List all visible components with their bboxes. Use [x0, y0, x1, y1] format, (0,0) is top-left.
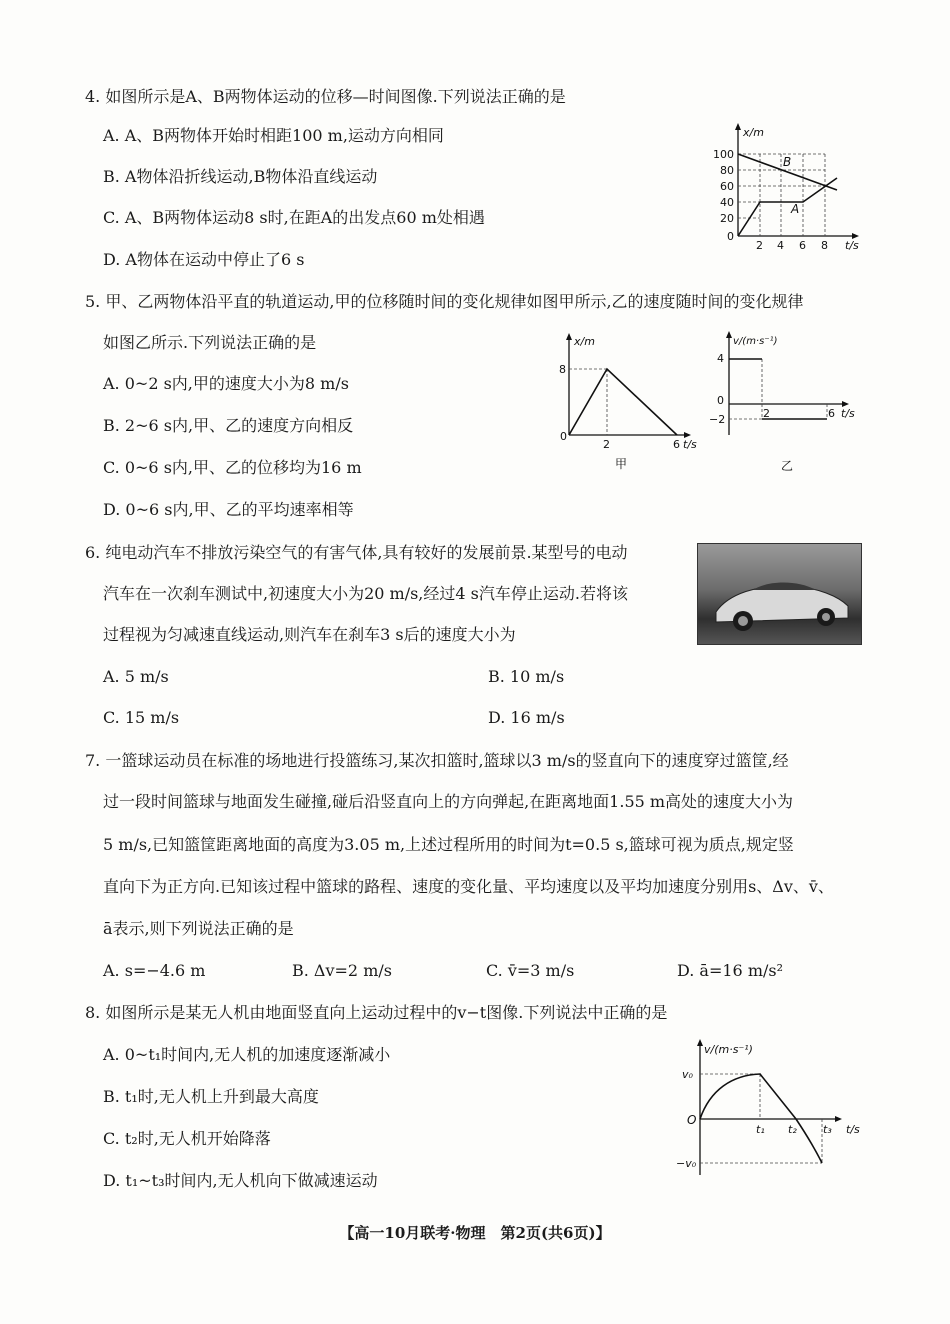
- q5-jia-y8: 8: [559, 363, 566, 376]
- q8-option-d: D. t₁~t₃时间内,无人机向下做减速运动: [103, 1171, 378, 1190]
- q7-line3: 5 m/s,已知篮筐距离地面的高度为3.05 m,上述过程所用的时间为t=0.5 s,篮球可视为质点,规定竖: [103, 835, 794, 854]
- q5-yi-x6: 6: [828, 407, 835, 420]
- q5-jia-x6: 6: [673, 438, 680, 451]
- q5-yi-zero: 0: [717, 394, 724, 407]
- q5-yi-y4: 4: [717, 352, 724, 365]
- q7-line2: 过一段时间篮球与地面发生碰撞,碰后沿竖直向上的方向弹起,在距离地面1.55 m高处的速度大小为: [103, 792, 794, 811]
- q6-option-b: B. 10 m/s: [488, 667, 565, 686]
- q4-xtick-4: 4: [777, 239, 784, 252]
- car-photo-drawing: [698, 544, 861, 644]
- q8-v0: v₀: [682, 1068, 693, 1081]
- q4-label-b: B: [783, 155, 792, 169]
- q7-option-a: A. s=−4.6 m: [103, 961, 206, 980]
- q5-yi-caption: 乙: [781, 459, 794, 473]
- q5-option-a: A. 0~2 s内,甲的速度大小为8 m/s: [103, 374, 349, 393]
- q5-graph-yi: [705, 327, 875, 477]
- q6-option-d: D. 16 m/s: [488, 708, 565, 727]
- q6-line1: 6. 纯电动汽车不排放污染空气的有害气体,具有较好的发展前景.某型号的电动: [85, 543, 628, 562]
- q6-option-a: A. 5 m/s: [103, 667, 169, 686]
- q8-xlabel: t/s: [846, 1123, 860, 1136]
- q4-line-a: [738, 178, 837, 236]
- q5-jia-x2: 2: [603, 438, 610, 451]
- q5-jia-caption: 甲: [615, 457, 628, 471]
- q4-xlabel: t/s: [845, 239, 859, 252]
- q4-label-a: A: [791, 202, 800, 216]
- q8-option-b: B. t₁时,无人机上升到最大高度: [103, 1087, 319, 1106]
- q5-option-d: D. 0~6 s内,甲、乙的平均速率相等: [103, 500, 354, 519]
- q5-jia-line: [569, 369, 677, 435]
- q7-line1: 7. 一篮球运动员在标准的场地进行投篮练习,某次扣篮时,篮球以3 m/s的竖直向下的速度穿过篮筐,经: [85, 751, 789, 770]
- q4-ytick-60: 60: [720, 180, 734, 193]
- q8-t3: t₃: [823, 1123, 832, 1136]
- q5-stem-line1: 5. 甲、乙两物体沿平直的轨道运动,甲的位移随时间的变化规律如图甲所示,乙的速度随时间的变化规律: [85, 292, 804, 311]
- q5-yi-yneg2: −2: [709, 413, 726, 426]
- page-footer: 【高一10月联考·物理 第2页(共6页)】: [339, 1224, 611, 1242]
- q4-ytick-80: 80: [720, 164, 734, 177]
- q5-option-c: C. 0~6 s内,甲、乙的位移均为16 m: [103, 458, 362, 477]
- q4-xt-graph: [705, 118, 870, 253]
- q4-ytick-100: 100: [713, 148, 734, 161]
- q7-line5: ā表示,则下列说法正确的是: [103, 919, 294, 938]
- q6-line2: 汽车在一次刹车测试中,初速度大小为20 m/s,经过4 s汽车停止运动.若将该: [103, 584, 628, 603]
- q4-xtick-6: 6: [799, 239, 806, 252]
- q4-ytick-20: 20: [720, 212, 734, 225]
- q5-yi-xlabel: t/s: [841, 407, 855, 420]
- q8-stem: 8. 如图所示是某无人机由地面竖直向上运动过程中的v−t图像.下列说法中正确的是: [85, 1003, 668, 1022]
- q8-t1: t₁: [756, 1123, 765, 1136]
- q4-stem: 4. 如图所示是A、B两物体运动的位移—时间图像.下列说法正确的是: [85, 87, 566, 106]
- q4-ylabel: x/m: [743, 126, 764, 139]
- q4-xtick-2: 2: [756, 239, 763, 252]
- q8-option-c: C. t₂时,无人机开始降落: [103, 1129, 271, 1148]
- q4-option-d: D. A物体在运动中停止了6 s: [103, 250, 305, 269]
- q8-vt-graph: [670, 1035, 870, 1185]
- q8-ylabel: v/(m·s⁻¹): [704, 1043, 753, 1056]
- q7-option-c: C. v̄=3 m/s: [486, 961, 575, 980]
- q8-neg-v0: −v₀: [676, 1157, 697, 1170]
- q7-option-b: B. Δv=2 m/s: [292, 961, 392, 980]
- q6-line3: 过程视为匀减速直线运动,则汽车在刹车3 s后的速度大小为: [103, 625, 516, 644]
- q4-option-c: C. A、B两物体运动8 s时,在距A的出发点60 m处相遇: [103, 208, 485, 227]
- q5-yi-ylabel: v/(m·s⁻¹): [733, 336, 778, 347]
- q5-stem-line2: 如图乙所示.下列说法正确的是: [103, 333, 317, 352]
- q5-jia-ylabel: x/m: [574, 335, 595, 348]
- car-photo: [697, 543, 862, 645]
- q4-ytick-0: 0: [727, 230, 734, 243]
- q5-jia-xlabel: t/s: [683, 438, 697, 451]
- q5-yi-x2: 2: [763, 407, 770, 420]
- q7-option-d: D. ā=16 m/s²: [677, 961, 784, 980]
- q5-jia-zero: 0: [560, 430, 567, 443]
- q8-option-a: A. 0~t₁时间内,无人机的加速度逐渐减小: [103, 1045, 391, 1064]
- q4-xtick-8: 8: [821, 239, 828, 252]
- q6-option-c: C. 15 m/s: [103, 708, 180, 727]
- q5-graph-jia: [555, 327, 710, 477]
- q7-line4: 直向下为正方向.已知该过程中篮球的路程、速度的变化量、平均速度以及平均加速度分别用s、Δv、v̄、: [103, 877, 834, 896]
- q4-ytick-40: 40: [720, 196, 734, 209]
- q8-t2: t₂: [788, 1123, 797, 1136]
- q5-option-b: B. 2~6 s内,甲、乙的速度方向相反: [103, 416, 354, 435]
- q8-origin: O: [687, 1113, 697, 1127]
- q4-option-a: A. A、B两物体开始时相距100 m,运动方向相同: [103, 126, 444, 145]
- q4-option-b: B. A物体沿折线运动,B物体沿直线运动: [103, 167, 378, 186]
